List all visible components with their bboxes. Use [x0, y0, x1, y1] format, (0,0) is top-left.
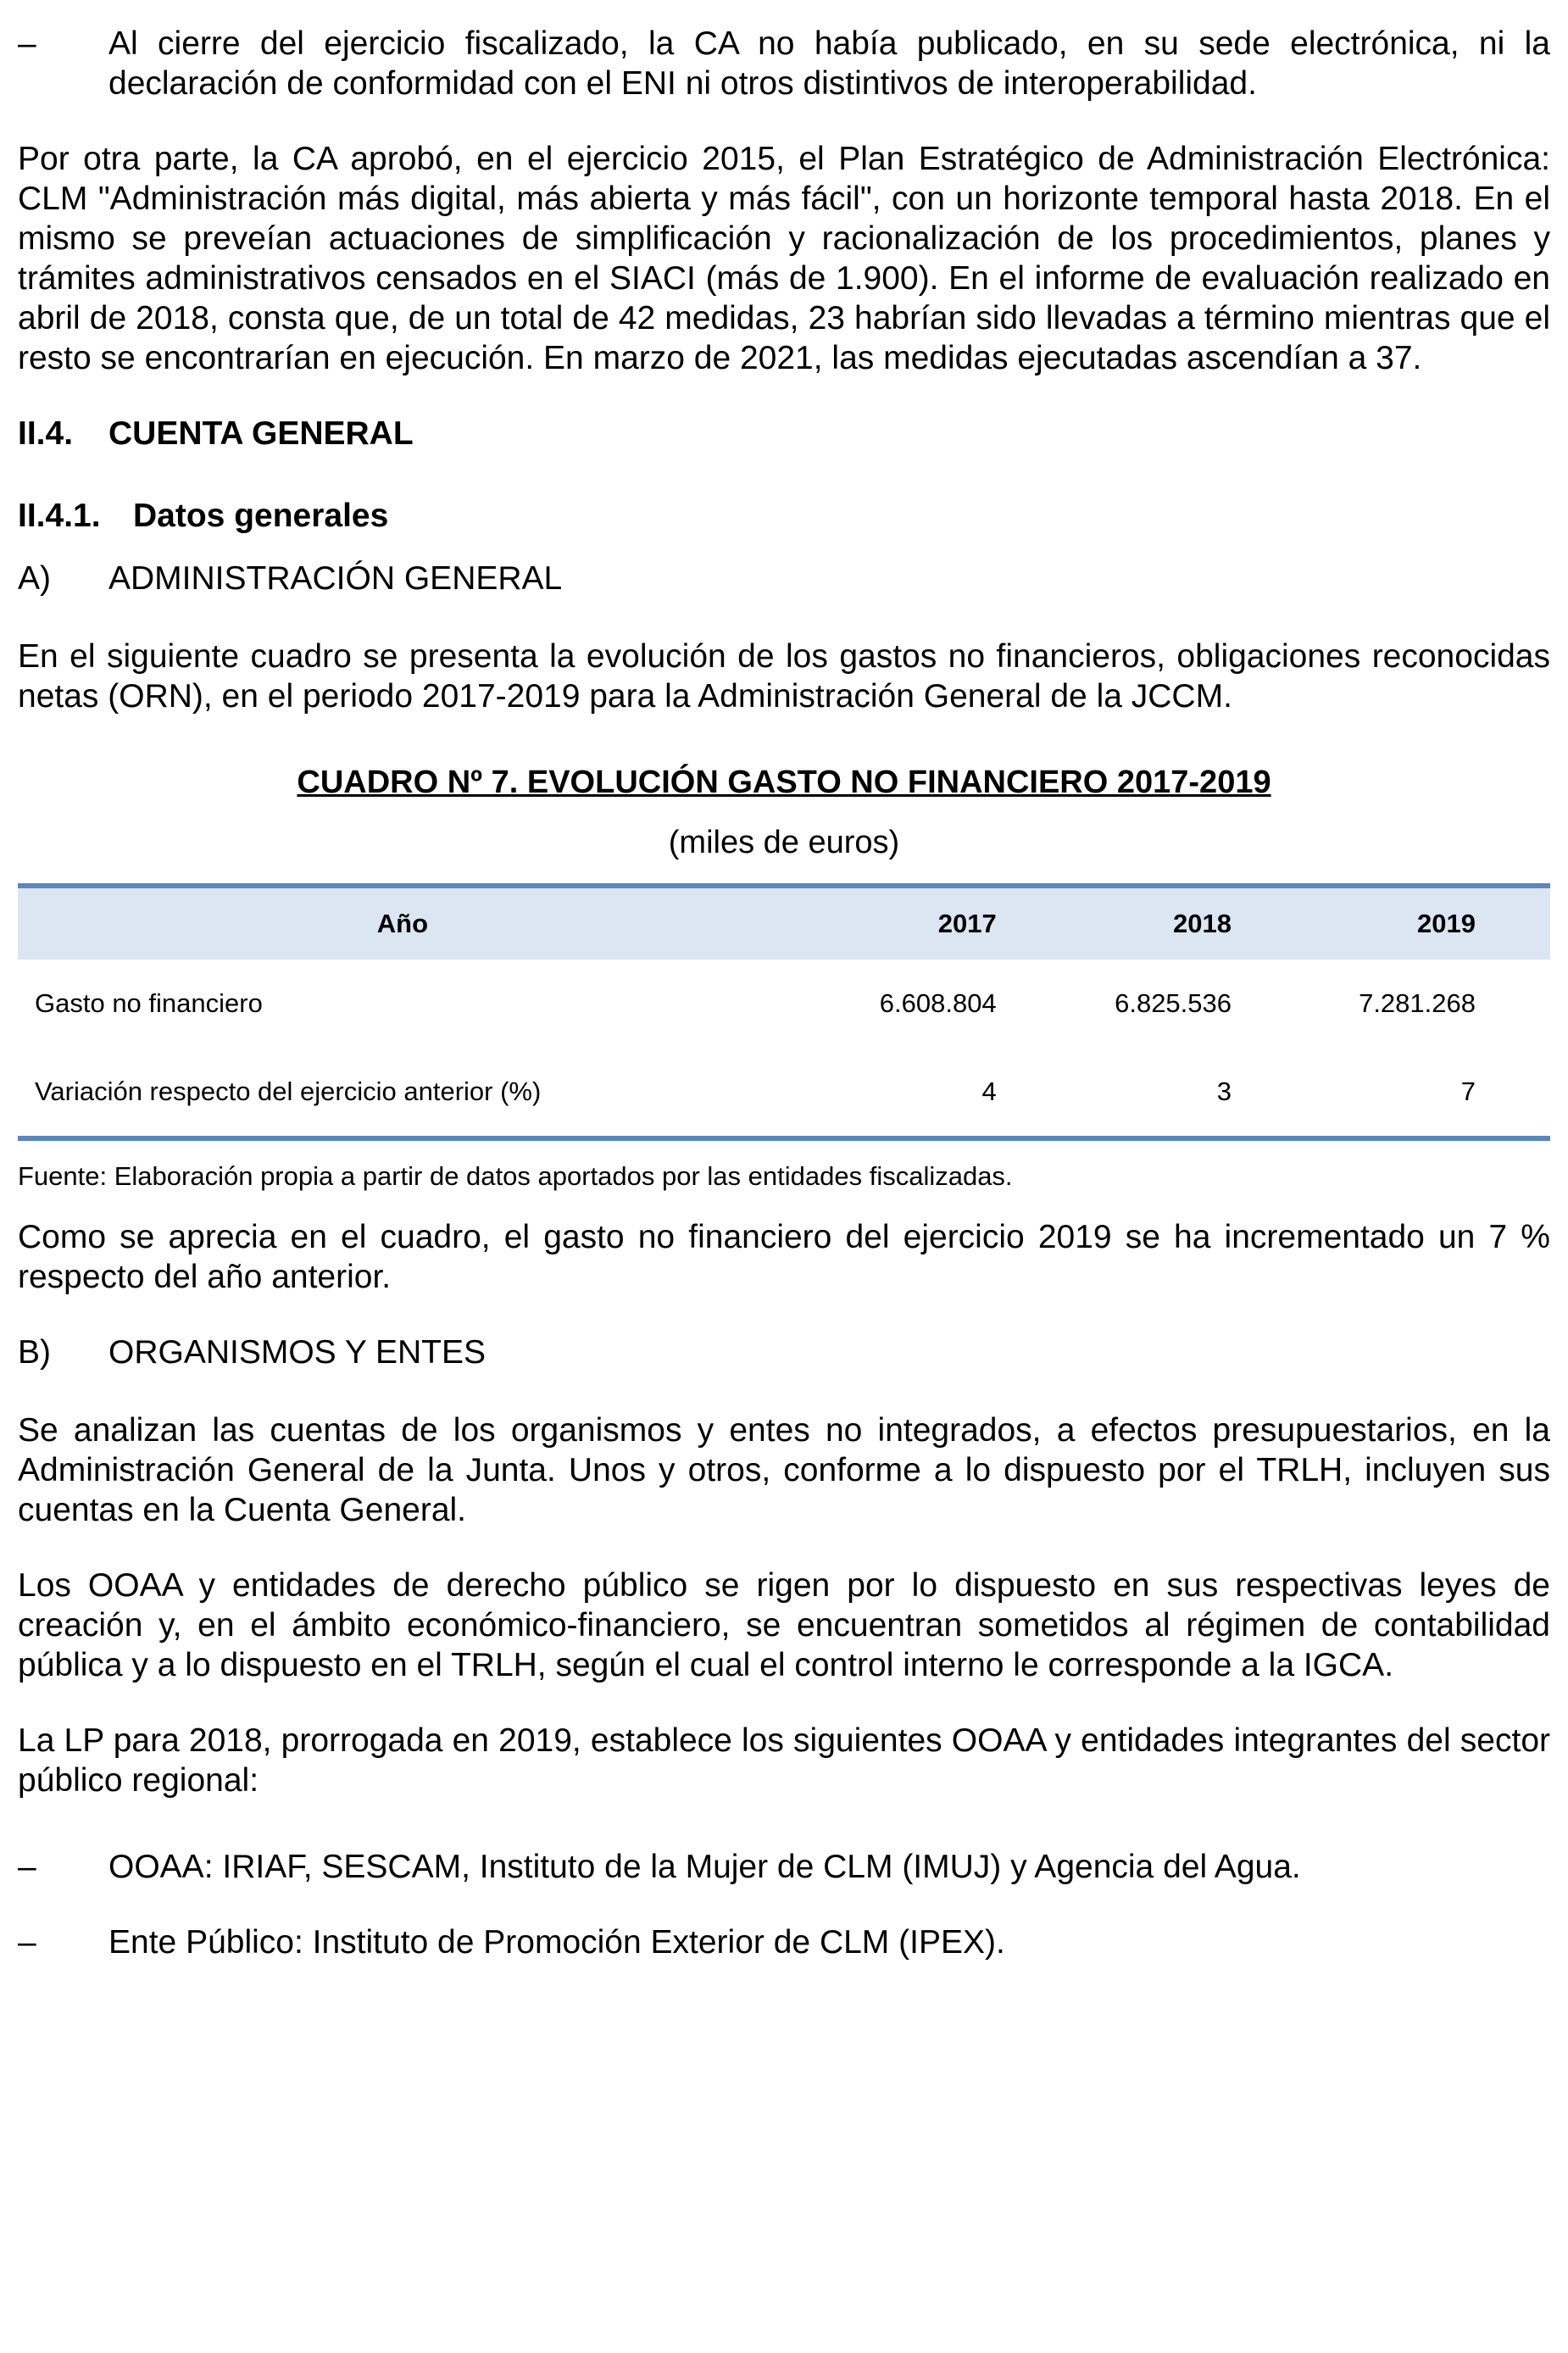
- table-header-row: [18, 886, 1550, 960]
- list-item: [18, 1922, 1550, 1962]
- table-row: [18, 960, 1550, 1048]
- dash-bullet: –: [18, 1924, 36, 1961]
- table-row: [18, 1048, 1550, 1138]
- dash-bullet: –: [18, 1849, 36, 1885]
- list-item-text: Ente Público: Instituto de Promoción Exterior de CLM (IPEX).: [108, 1924, 1005, 1961]
- section-a-title: ADMINISTRACIÓN GENERAL: [108, 560, 563, 597]
- intro-bullet: [18, 24, 1550, 103]
- header-2018: 2018: [1012, 886, 1247, 960]
- paragraph-plan: Por otra parte, la CA aprobó, en el ejercicio 2015, el Plan Estratégico de Administración Electrónica: CLM "Administración más digital, más abierta y más fácil", con un horizonte temporal hasta 2018. En el mismo se preveían actuaciones de simplificación y racionalización de los procedimientos, planes y trámites administrativos censados en el SIACI (más de 1.900). En el informe de evaluación realizado en abril de 2018, consta que, de un total de 42 medidas, 23 habrían sido llevadas a término mientras que el resto se encontrarían en ejecución. En marzo de 2021, las medidas ejecutadas ascendían a 37.: [18, 141, 1550, 376]
- section-b-title: ORGANISMOS Y ENTES: [108, 1334, 486, 1371]
- table-title: CUADRO Nº 7. EVOLUCIÓN GASTO NO FINANCIERO 2017-2019: [297, 765, 1271, 800]
- heading-cuenta-general: [18, 414, 1550, 453]
- document-page: [18, 24, 1550, 1998]
- table-source: Fuente: Elaboración propia a partir de datos aportados por las entidades fiscalizadas.: [18, 1161, 1013, 1191]
- header-2019: 2019: [1247, 886, 1550, 960]
- gasto-table: [18, 883, 1550, 1141]
- cell-value: 7.281.268: [1359, 988, 1476, 1018]
- header-year: Año: [18, 886, 787, 960]
- cell-value: 4: [981, 1076, 997, 1106]
- intro-bullet-text: Al cierre del ejercicio fiscalizado, la CA no había publicado, en su sede electrónica, ni la declaración de conformidad con el ENI ni otros distintivos de interoperabilidad.: [108, 25, 1550, 102]
- dash-bullet: –: [18, 25, 36, 62]
- heading-datos-generales: [18, 496, 1550, 536]
- cell-value: 3: [1216, 1076, 1232, 1106]
- section-b-heading: [18, 1332, 1550, 1372]
- heading-number: II.4.: [18, 415, 74, 452]
- table-unit: (miles de euros): [668, 825, 900, 860]
- section-b-letter: B): [18, 1334, 51, 1371]
- section-a-heading: [18, 559, 1550, 598]
- cell-value: 7: [1460, 1076, 1476, 1106]
- list-item-text: OOAA: IRIAF, SESCAM, Instituto de la Mujer de CLM (IMUJ) y Agencia del Agua.: [108, 1849, 1301, 1885]
- cell-value: 6.608.804: [879, 988, 997, 1018]
- subheading-number: II.4.1.: [18, 498, 101, 534]
- header-2017: 2017: [787, 886, 1012, 960]
- section-a-letter: A): [18, 560, 51, 597]
- paragraph-after-table: Como se aprecia en el cuadro, el gasto no financiero del ejercicio 2019 se ha incrementado un 7 % respecto del año anterior.: [18, 1219, 1550, 1295]
- row-label: Gasto no financiero: [35, 988, 263, 1018]
- paragraph-b2: Los OOAA y entidades de derecho público se rigen por lo dispuesto en sus respectivas leyes de creación y, en el ámbito económico-financiero, se encuentran sometidos al régimen de contabilidad pública y a lo dispuesto en el TRLH, según el cual el control interno le corresponde a la IGCA.: [18, 1567, 1550, 1683]
- paragraph-b1: Se analizan las cuentas de los organismos y entes no integrados, a efectos presupuestarios, en la Administración General de la Junta. Unos y otros, conforme a lo dispuesto por el TRLH, incluyen sus cuentas en la Cuenta General.: [18, 1412, 1550, 1528]
- paragraph-a: En el siguiente cuadro se presenta la evolución de los gastos no financieros, obligaciones reconocidas netas (ORN), en el periodo 2017-2019 para la Administración General de la JCCM.: [18, 638, 1550, 715]
- cell-value: 6.825.536: [1115, 988, 1232, 1018]
- subheading-title: Datos generales: [133, 498, 389, 534]
- paragraph-b3: La LP para 2018, prorrogada en 2019, establece los siguientes OOAA y entidades integrantes del sector público regional:: [18, 1722, 1550, 1799]
- list-item: [18, 1847, 1550, 1887]
- row-label: Variación respecto del ejercicio anterior (%): [35, 1076, 542, 1106]
- heading-title: CUENTA GENERAL: [108, 415, 414, 452]
